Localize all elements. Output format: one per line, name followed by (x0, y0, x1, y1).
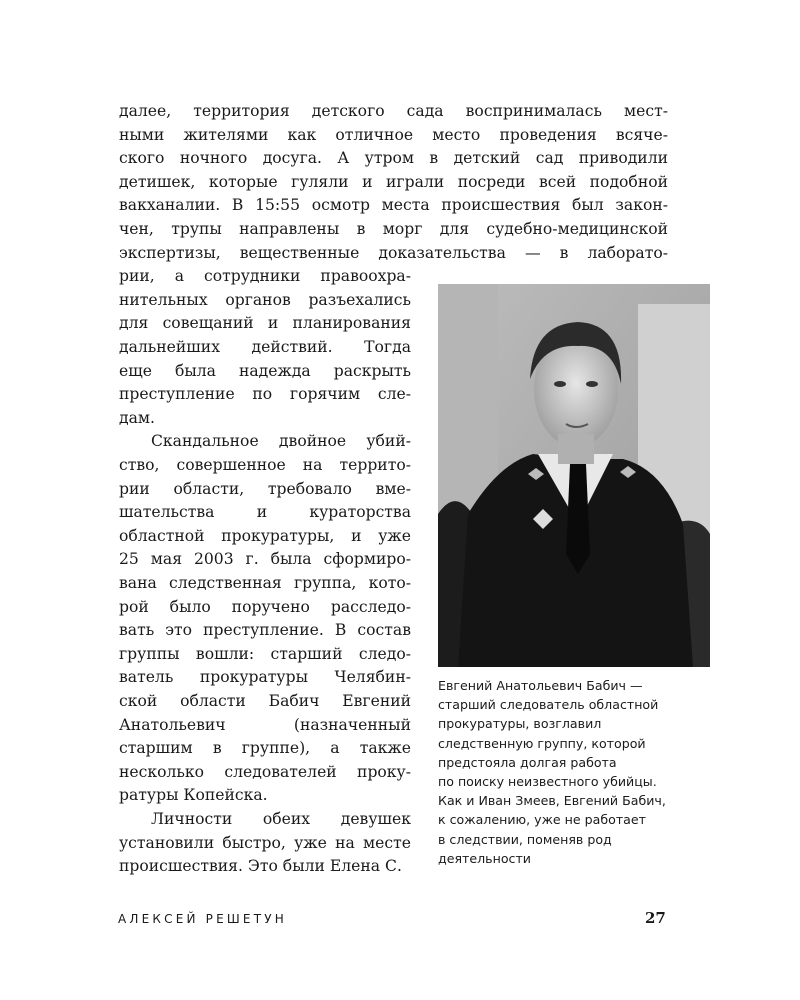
running-footer-author: АЛЕКСЕЙ РЕШЕТУН (118, 912, 287, 926)
text-line: ской области Бабич Евгений (119, 692, 411, 710)
text-line: нительных органов разъехались (119, 290, 411, 309)
text-line: чен, трупы направлены в морг для судебно-медицинской (119, 220, 668, 238)
caption-line: старший следователь областной (438, 697, 659, 713)
text-line: дальнейших действий. Тогда (119, 338, 411, 356)
text-line: ского ночного досуга. А утром в детский сад приводили (119, 149, 668, 168)
caption-line: Как и Иван Змеев, Евгений Бабич, (438, 793, 666, 809)
caption-line: следственную группу, которой (438, 735, 646, 751)
text-line: детишек, которые гуляли и играли посреди всей подобной (119, 172, 668, 191)
text-line: вать это преступление. В состав (119, 621, 411, 640)
text-line: 25 мая 2003 г. была сформиро- (119, 550, 411, 569)
caption-line: по поиску неизвестного убийцы. (438, 774, 657, 789)
text-line: установили быстро, уже на месте (119, 833, 411, 852)
text-line: происшествия. Это были Елена С. (119, 857, 402, 876)
caption-line: Евгений Анатольевич Бабич — (438, 678, 643, 693)
text-line: шательства и кураторства (119, 503, 411, 522)
text-line: старшим в группе), а также (119, 739, 411, 758)
text-line: еще была надежда раскрыть (119, 361, 411, 380)
caption-line: деятельности (438, 850, 531, 866)
portrait-photo (438, 284, 710, 667)
text-line: Личности обеих девушек (151, 810, 411, 828)
text-line: вакханалии. В 15:55 осмотр места происшествия был закон- (119, 196, 668, 215)
text-line: Анатольевич (назначенный (119, 715, 411, 734)
text-line: рии области, требовало вме- (119, 479, 411, 498)
text-line: ватель прокуратуры Челябин- (119, 668, 411, 687)
text-line: вана следственная группа, кото- (119, 574, 411, 592)
caption-line: к сожалению, уже не работает (438, 812, 646, 828)
page-number: 27 (645, 909, 666, 927)
caption-line: в следствии, поменяв род (438, 831, 612, 847)
text-line: далее, территория детского сада воспринималась мест- (119, 102, 668, 120)
text-line: ство, совершенное на террито- (119, 456, 411, 474)
text-line: группы вошли: старший следо- (119, 644, 411, 663)
text-line: рии, а сотрудники правоохра- (119, 267, 411, 286)
text-line: Скандальное двойное убий- (151, 432, 411, 451)
text-line: областной прокуратуры, и уже (119, 526, 411, 545)
caption-line: предстояла долгая работа (438, 754, 617, 770)
text-line: дам. (119, 408, 155, 427)
text-line: экспертизы, вещественные доказательства — в лаборато- (119, 243, 668, 262)
text-line: несколько следователей проку- (119, 762, 411, 781)
text-line: для совещаний и планирования (119, 314, 411, 333)
caption-line: прокуратуры, возглавил (438, 716, 602, 732)
text-line: рой было поручено расследо- (119, 597, 411, 616)
text-line: преступление по горячим сле- (119, 385, 411, 404)
text-line: ратуры Копейска. (119, 786, 268, 805)
text-line: ными жителями как отличное место проведения всяче- (119, 125, 668, 144)
